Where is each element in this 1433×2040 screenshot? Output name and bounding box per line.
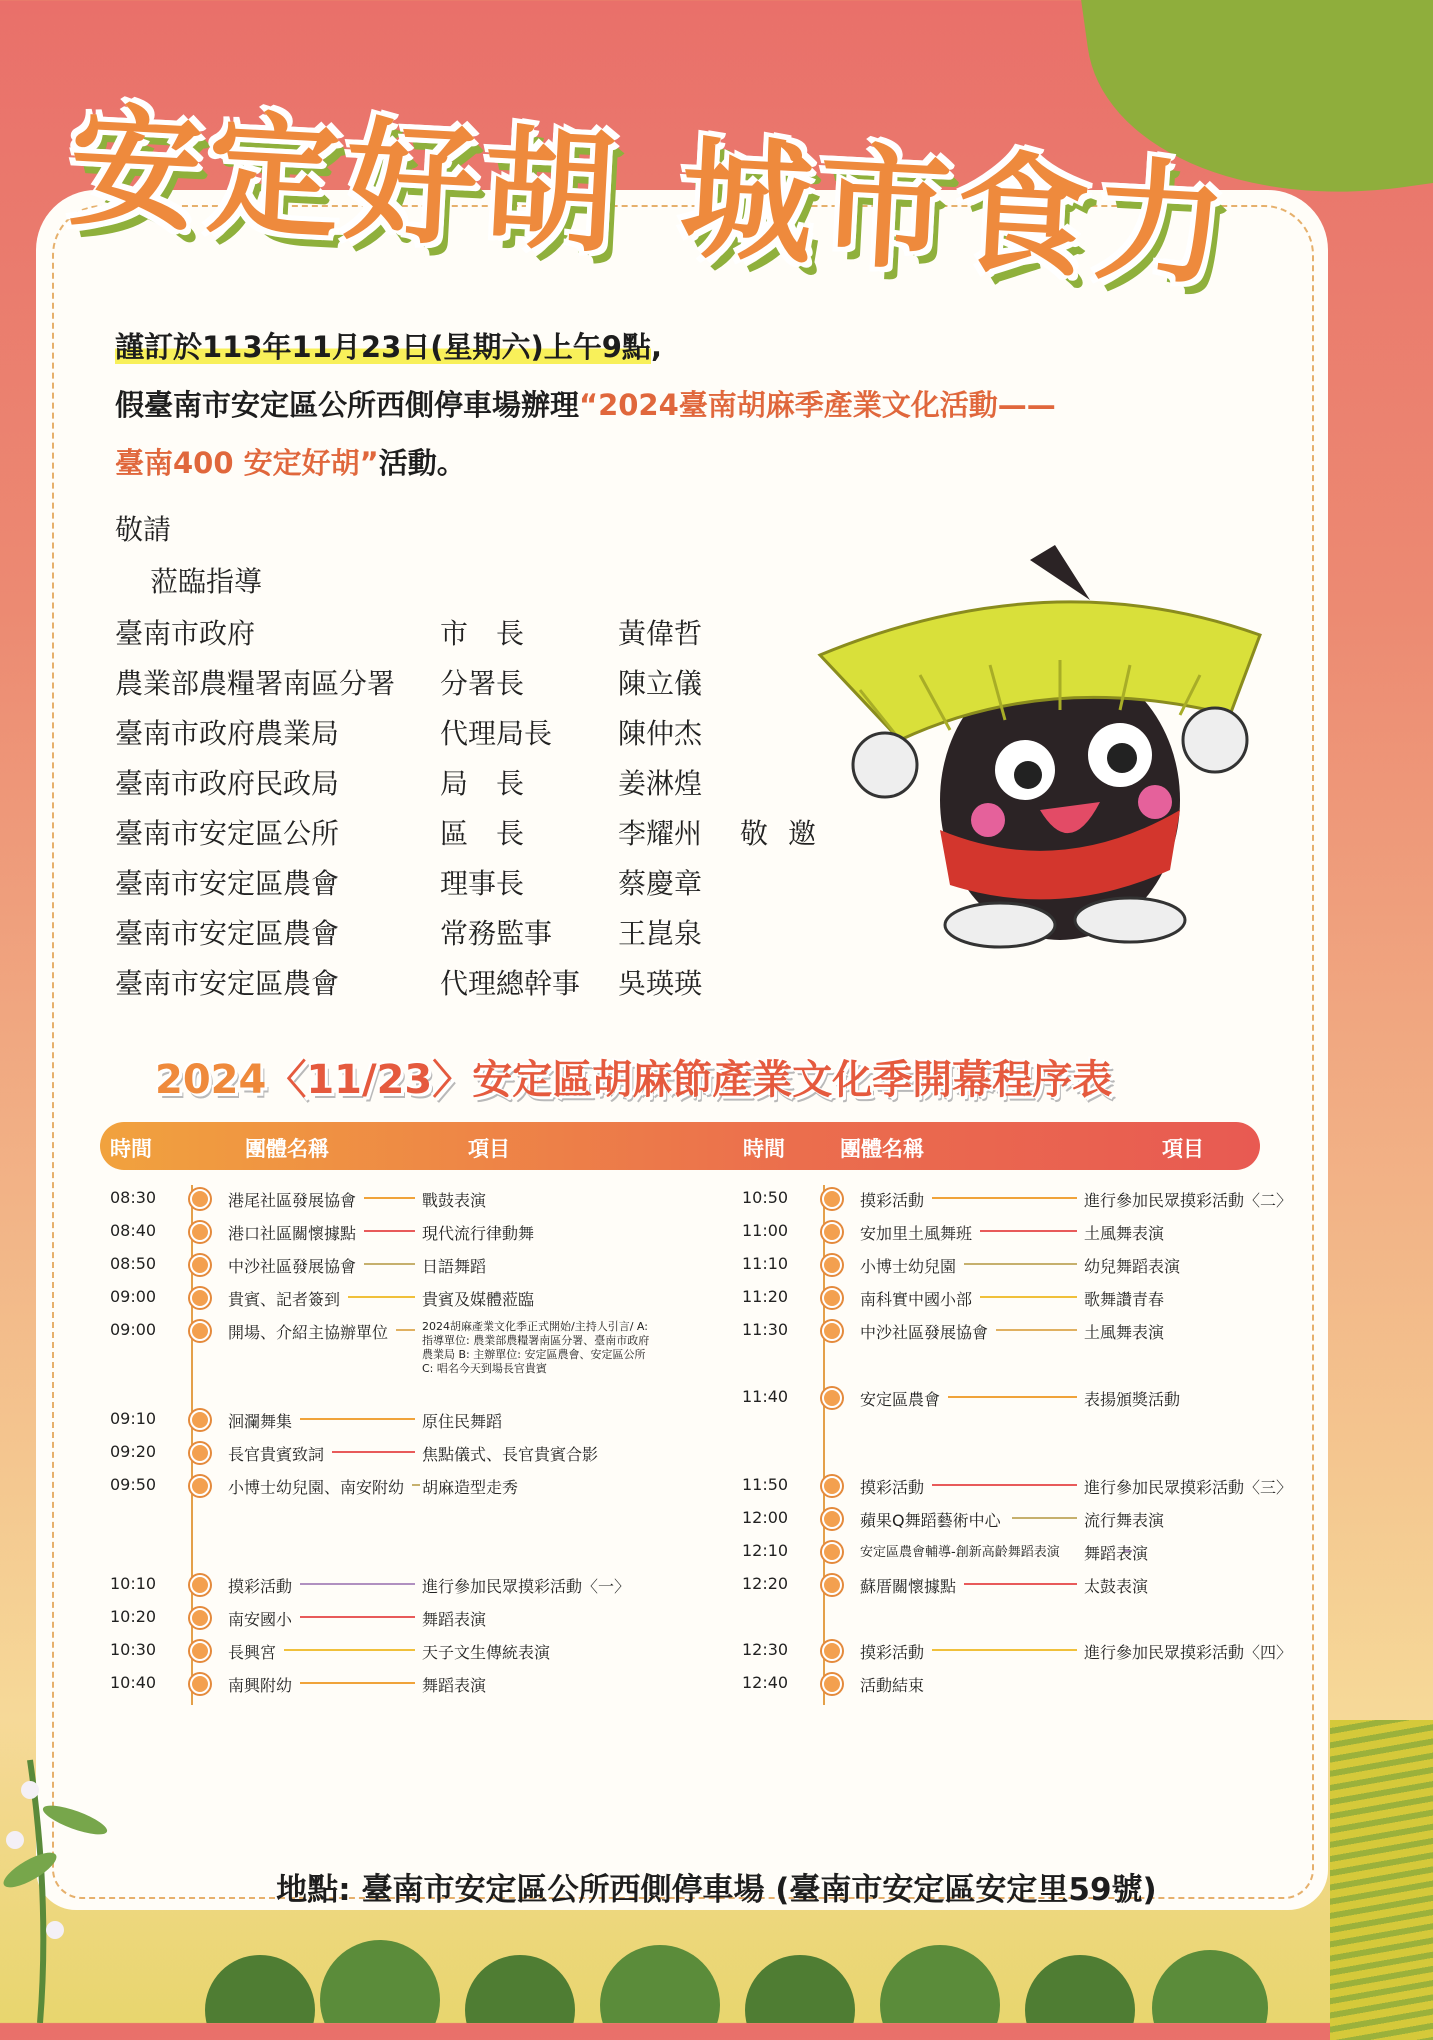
guest-row: [115, 962, 835, 1012]
schedule-group: 貴賓、記者簽到: [228, 1290, 341, 1309]
invitation-comma: ,: [650, 330, 662, 364]
respect-text: 敬邀: [740, 817, 837, 850]
timeline-dot: [190, 1222, 210, 1242]
guest-name: 陳仲杰: [618, 717, 703, 750]
guest-name: 姜淋煌: [618, 767, 703, 800]
schedule-time: 10:40: [110, 1673, 157, 1692]
mascot-left-hand: [853, 733, 917, 797]
schedule-time: 11:40: [742, 1387, 789, 1406]
schedule-time: 11:00: [742, 1221, 789, 1240]
schedule-item: 進行參加民眾摸彩活動〈四〉: [1084, 1643, 1293, 1662]
connector-line: [364, 1197, 415, 1199]
schedule-time: 09:20: [110, 1442, 157, 1461]
schedule-item: 歌舞讚青春: [1084, 1290, 1165, 1309]
schedule-row: [742, 1254, 1302, 1284]
schedule-row: [110, 1320, 670, 1390]
header-time-left: 時間: [110, 1137, 152, 1161]
connector-line: [932, 1484, 1077, 1486]
timeline-dot: [822, 1189, 842, 1209]
schedule-row: [110, 1607, 670, 1637]
program-header-bar: [100, 1122, 1260, 1170]
schedule-time: 11:50: [742, 1475, 789, 1494]
schedule-row: [110, 1409, 670, 1439]
schedule-row: [110, 1673, 670, 1703]
guest-name: 王崑泉: [618, 917, 703, 950]
schedule-row: [110, 1188, 670, 1218]
schedule-item: 土風舞表演: [1084, 1224, 1165, 1243]
header-item-left: 項目: [468, 1137, 510, 1161]
timeline-dot: [822, 1321, 842, 1341]
timeline-dot: [190, 1575, 210, 1595]
guest-row: [115, 912, 835, 962]
schedule-group: 中沙社區發展協會: [228, 1257, 357, 1276]
guest-title: 代理總幹事: [440, 967, 581, 1000]
guest-row: [115, 612, 835, 662]
schedule-group: 安定區農會: [860, 1390, 941, 1409]
guest-title: 局 長: [440, 767, 525, 800]
schedule-group: 摸彩活動: [860, 1478, 925, 1497]
schedule-group: 安定區農會輔導-創新高齡舞蹈表演: [860, 1545, 1060, 1560]
schedule-time: 09:00: [110, 1287, 157, 1306]
guest-org: 臺南市安定區農會: [115, 867, 340, 900]
schedule-row: [742, 1221, 1302, 1251]
schedule-row: [742, 1541, 1302, 1571]
schedule-time: 12:00: [742, 1508, 789, 1527]
guest-name: 吳瑛瑛: [618, 967, 703, 1000]
schedule-row: [742, 1640, 1302, 1670]
connector-line: [964, 1263, 1077, 1265]
schedule-group: 小博士幼兒園、南安附幼: [228, 1478, 405, 1497]
schedule-group: 開場、介紹主協辦單位: [228, 1323, 389, 1342]
schedule-item: 原住民舞蹈: [422, 1412, 503, 1431]
schedule-row: [742, 1508, 1302, 1538]
connector-line: [300, 1616, 415, 1618]
schedule-time: 12:30: [742, 1640, 789, 1659]
guest-name: 黃偉哲: [618, 617, 703, 650]
guest-row: [115, 762, 835, 812]
bushes-illustration: [0, 1930, 1433, 2023]
connector-line: [932, 1197, 1077, 1199]
schedule-group: 蘋果Q舞蹈藝術中心: [860, 1511, 1001, 1530]
invitation-venue: 假臺南市安定區公所西側停車場辦理: [115, 388, 580, 422]
mascot-cheek: [1138, 785, 1172, 819]
mascot-left-foot: [945, 903, 1055, 947]
guest-org: 臺南市安定區農會: [115, 917, 340, 950]
timeline-dot: [822, 1476, 842, 1496]
invitation-end: 活動。: [378, 446, 466, 480]
header-group-left: 團體名稱: [245, 1137, 329, 1161]
connector-line: [300, 1682, 415, 1684]
schedule-time: 09:00: [110, 1320, 157, 1339]
schedule-row: [110, 1574, 670, 1604]
guest-name: 蔡慶章: [618, 867, 703, 900]
schedule-time: 10:20: [110, 1607, 157, 1626]
timeline-dot: [822, 1509, 842, 1529]
timeline-dot: [822, 1222, 842, 1242]
connector-line: [948, 1396, 1077, 1398]
connector-line: [996, 1329, 1077, 1331]
connector-line: [980, 1230, 1077, 1232]
schedule-item: 進行參加民眾摸彩活動〈二〉: [1084, 1191, 1293, 1210]
program-title-rest: 〈11/23〉安定區胡麻節產業文化季開幕程序表: [266, 1057, 1113, 1103]
schedule-item: 現代流行律動舞: [422, 1224, 535, 1243]
schedule-row: [742, 1387, 1302, 1417]
schedule-row: [742, 1574, 1302, 1604]
schedule-item: 幼兒舞蹈表演: [1084, 1257, 1181, 1276]
schedule-group: 長興宮: [228, 1643, 277, 1662]
schedule-item: 土風舞表演: [1084, 1323, 1165, 1342]
program-title-year: 2024: [155, 1057, 267, 1103]
schedule-item: 2024胡麻產業文化季正式開始/主持人引言/ A: 指導單位: 農業部農糧署南區分署、臺南市政府農業局 B: 主辦單位: 安定區農會、安定區公所 C: 唱名今天到場長官貴賓: [422, 1320, 650, 1375]
schedule-time: 10:10: [110, 1574, 157, 1593]
schedule-time: 11:20: [742, 1287, 789, 1306]
schedule-group: 活動結束: [860, 1676, 925, 1695]
schedule-time: 08:50: [110, 1254, 157, 1273]
location-text: 地點: 臺南市安定區公所西側停車場 (臺南市安定區安定里59號): [276, 1872, 1157, 1908]
schedule-group: 港口社區關懷據點: [228, 1224, 357, 1243]
connector-line: [364, 1230, 415, 1232]
connector-line: [300, 1583, 415, 1585]
header-group-right: 團體名稱: [840, 1137, 924, 1161]
connector-line: [412, 1484, 420, 1486]
timeline-dot: [190, 1410, 210, 1430]
schedule-item: 舞蹈表演: [1084, 1544, 1149, 1563]
schedule-group: 蘇厝關懷據點: [860, 1577, 957, 1596]
guest-title: 區 長: [440, 817, 525, 850]
schedule-item: 舞蹈表演: [422, 1610, 487, 1629]
connector-line: [348, 1296, 415, 1298]
timeline-dot: [822, 1641, 842, 1661]
guest-row: [115, 862, 835, 912]
connector-line: [980, 1296, 1077, 1298]
schedule-row: [110, 1442, 670, 1472]
schedule-group: 摸彩活動: [860, 1643, 925, 1662]
mascot-right-foot: [1075, 898, 1185, 942]
header-item-right: 項目: [1162, 1137, 1204, 1161]
timeline-dot: [190, 1288, 210, 1308]
schedule-row: [742, 1287, 1302, 1317]
schedule-group: 小博士幼兒園: [860, 1257, 957, 1276]
main-title-part1: 安定好胡: [65, 90, 625, 273]
timeline-dot: [822, 1288, 842, 1308]
please-sub-text: 蒞臨指導: [150, 565, 263, 598]
mascot-right-hand: [1183, 708, 1247, 772]
schedule-row: [742, 1320, 1302, 1350]
schedule-row: [110, 1287, 670, 1317]
schedule-time: 10:30: [110, 1640, 157, 1659]
schedule-row: [110, 1475, 670, 1505]
guest-title: 分署長: [440, 667, 525, 700]
schedule-row: [742, 1188, 1302, 1218]
schedule-item: 進行參加民眾摸彩活動〈三〉: [1084, 1478, 1293, 1497]
timeline-dot: [190, 1255, 210, 1275]
schedule-item: 焦點儀式、長官貴賓合影: [422, 1445, 599, 1464]
guest-title: 市 長: [440, 617, 525, 650]
schedule-time: 10:50: [742, 1188, 789, 1207]
timeline-dot: [822, 1388, 842, 1408]
connector-line: [932, 1649, 1077, 1651]
schedule-group: 南興附幼: [228, 1676, 293, 1695]
schedule-row: [742, 1673, 1302, 1703]
connector-line: [396, 1329, 415, 1331]
schedule-time: 11:10: [742, 1254, 789, 1273]
guest-title: 常務監事: [440, 917, 553, 950]
schedule-group: 摸彩活動: [860, 1191, 925, 1210]
guest-org: 臺南市政府: [115, 617, 256, 650]
timeline-dot: [190, 1443, 210, 1463]
schedule-row: [110, 1254, 670, 1284]
guest-org: 臺南市安定區公所: [115, 817, 340, 850]
header-time-right: 時間: [743, 1137, 785, 1161]
guest-org: 農業部農糧署南區分署: [115, 667, 396, 700]
timeline-dot: [190, 1608, 210, 1628]
connector-line: [964, 1583, 1077, 1585]
guest-name: 陳立儀: [618, 667, 703, 700]
guest-row: [115, 812, 835, 862]
connector-line: [364, 1263, 415, 1265]
timeline-dot: [190, 1321, 210, 1341]
guest-list: [115, 612, 835, 1012]
schedule-item: 貴賓及媒體蒞臨: [422, 1290, 535, 1309]
schedule-time: 12:40: [742, 1673, 789, 1692]
timeline-dot: [822, 1542, 842, 1562]
schedule-group: 中沙社區發展協會: [860, 1323, 989, 1342]
guest-org: 臺南市安定區農會: [115, 967, 340, 1000]
schedule-item: 流行舞表演: [1084, 1511, 1165, 1530]
sesame-mascot-illustration: [800, 540, 1300, 960]
timeline-dot: [190, 1641, 210, 1661]
schedule-group: 南科實中國小部: [860, 1290, 973, 1309]
guest-org: 臺南市政府農業局: [115, 717, 340, 750]
connector-line: [284, 1649, 415, 1651]
schedule-row: [110, 1640, 670, 1670]
schedule-group: 洄瀾舞集: [228, 1412, 293, 1431]
invitation-date: 謹訂於113年11月23日(星期六)上午9點: [115, 330, 651, 364]
schedule-group: 摸彩活動: [228, 1577, 293, 1596]
guest-row: [115, 712, 835, 762]
schedule-time: 12:20: [742, 1574, 789, 1593]
schedule-item: 表揚頒獎活動: [1084, 1390, 1181, 1409]
schedule-row: [742, 1475, 1302, 1505]
timeline-dot: [822, 1255, 842, 1275]
schedule-group: 安加里土風舞班: [860, 1224, 973, 1243]
invitation-text: [115, 318, 1265, 492]
timeline-dot: [190, 1189, 210, 1209]
schedule-time: 08:40: [110, 1221, 157, 1240]
mascot-hat-tip: [1030, 545, 1090, 600]
schedule-row: [110, 1221, 670, 1251]
schedule-item: 天子文生傳統表演: [422, 1643, 551, 1662]
schedule-time: 09:10: [110, 1409, 157, 1428]
timeline-dot: [822, 1575, 842, 1595]
schedule-item: 舞蹈表演: [422, 1676, 487, 1695]
schedule-time: 09:50: [110, 1475, 157, 1494]
schedule-item: 戰鼓表演: [422, 1191, 487, 1210]
main-title-part2: 城市食力: [676, 122, 1237, 305]
timeline-dot: [190, 1674, 210, 1694]
guest-title: 理事長: [440, 867, 525, 900]
guest-name: 李耀州: [618, 817, 703, 850]
connector-line: [300, 1418, 415, 1420]
program-title: [155, 1048, 1255, 1105]
schedule-group: 長官貴賓致詞: [228, 1445, 325, 1464]
timeline-dot: [822, 1674, 842, 1694]
event-name-part1: “2024臺南胡麻季產業文化活動——: [579, 388, 1056, 422]
please-text: 敬請: [115, 513, 172, 546]
connector-line: [332, 1451, 415, 1453]
schedule-item: 進行參加民眾摸彩活動〈一〉: [422, 1577, 631, 1596]
schedule-time: 08:30: [110, 1188, 157, 1207]
mascot-cheek: [971, 803, 1005, 837]
guest-row: [115, 662, 835, 712]
guest-org: 臺南市政府民政局: [115, 767, 340, 800]
schedule-time: 12:10: [742, 1541, 789, 1560]
schedule-group: 南安國小: [228, 1610, 293, 1629]
schedule-item: 日語舞蹈: [422, 1257, 487, 1276]
schedule-group: 港尾社區發展協會: [228, 1191, 357, 1210]
schedule-item: 胡麻造型走秀: [422, 1478, 519, 1497]
schedule-time: 11:30: [742, 1320, 789, 1339]
event-name-part2: 臺南400 安定好胡”: [115, 446, 379, 480]
guest-title: 代理局長: [440, 717, 553, 750]
timeline-dot: [190, 1476, 210, 1496]
schedule-item: 太鼓表演: [1084, 1577, 1149, 1596]
connector-line: [1012, 1517, 1077, 1519]
